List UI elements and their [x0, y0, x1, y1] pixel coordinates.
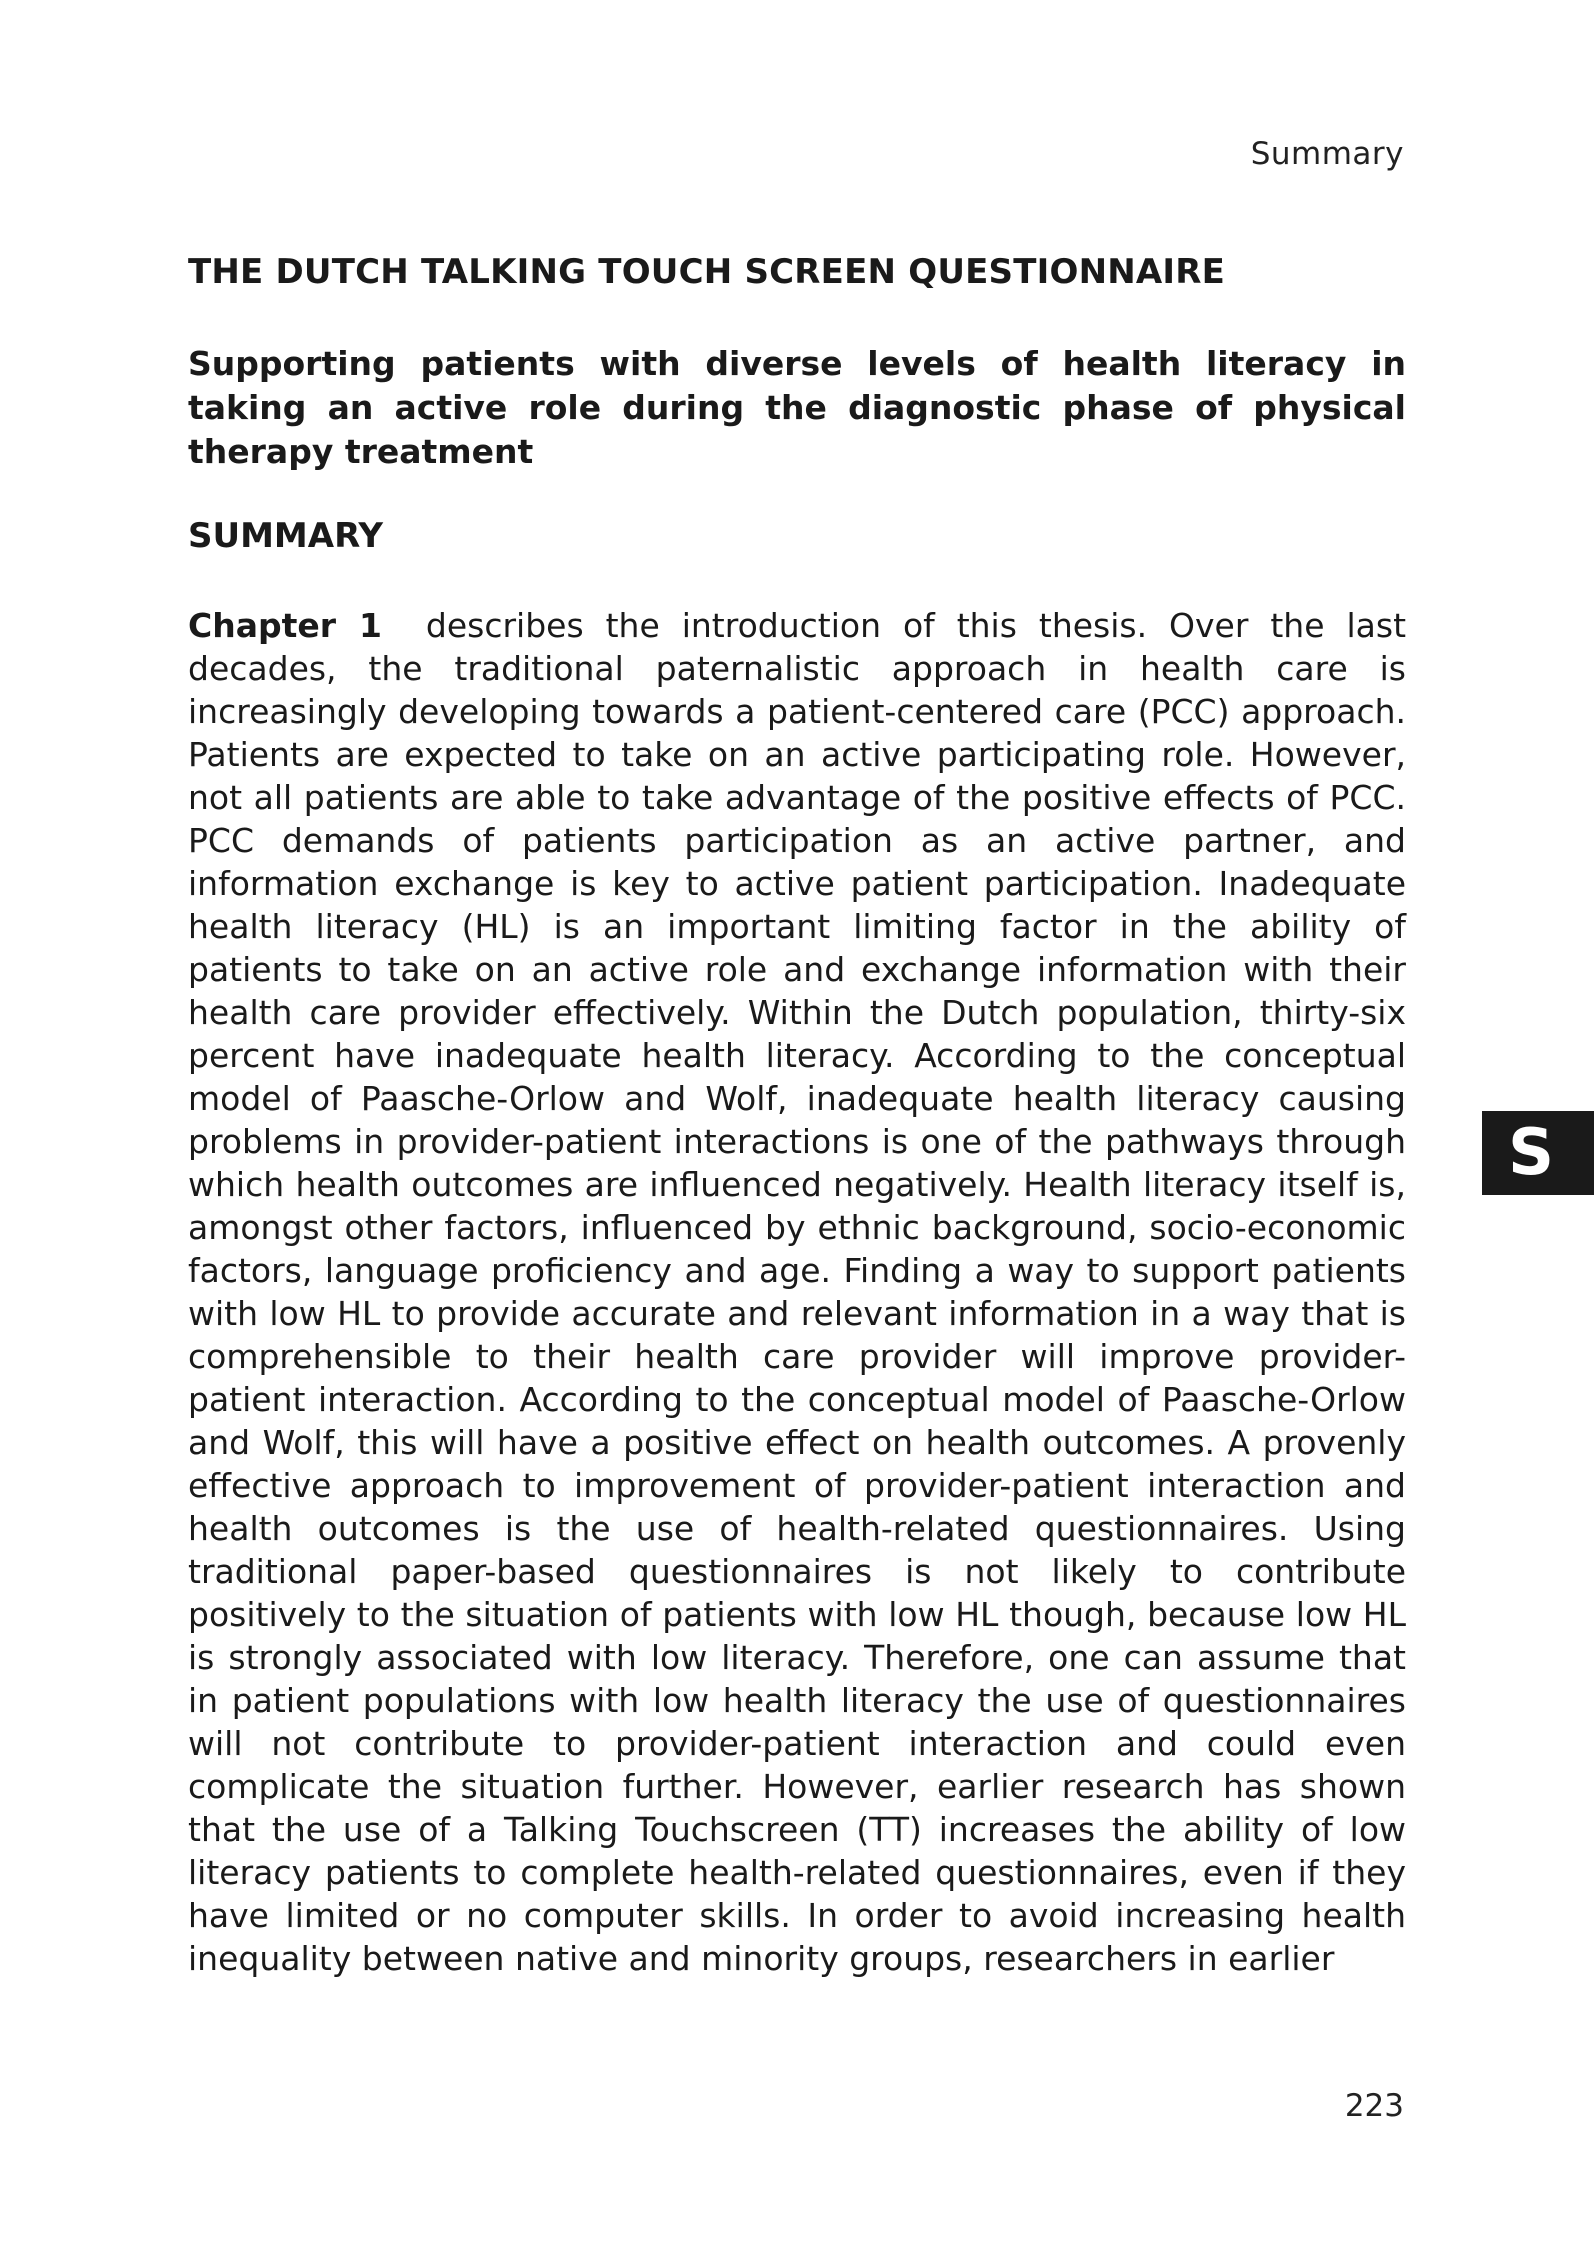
- section-heading-summary: SUMMARY: [188, 516, 384, 556]
- running-header: Summary: [1250, 136, 1404, 172]
- summary-paragraph: [188, 604, 1406, 1980]
- section-tab-marker: S: [1482, 1111, 1594, 1195]
- chapter-lead: Chapter 1: [188, 606, 382, 645]
- document-title: THE DUTCH TALKING TOUCH SCREEN QUESTIONNAIRE: [188, 252, 1226, 292]
- paragraph-body: describes the introduction of this thesis. Over the last decades, the traditional paternalistic approach in health care is increasingly developing towards a patient-centered care (PCC) approach. Patients are expected to take on an active participating role. However, not all patients are able to take advantage of the positive effects of PCC. PCC demands of patients participation as an active partner, and information exchange is key to active patient participation. Inadequate health literacy (HL) is an important limiting factor in the ability of patients to take on an active role and exchange information with their health care provider effectively. Within the Dutch population, thirty-six percent have inadequate health literacy. According to the conceptual model of Paasche-Orlow and Wolf, inadequate health literacy causing problems in provider-patient interactions is one of the pathways through which health outcomes are influenced negatively. Health literacy itself is, amongst other factors, influenced by ethnic background, socio-economic factors, language proficiency and age. Finding a way to support patients with low HL to provide accurate and relevant information in a way that is comprehensible to their health care provider will improve provider-patient interaction. According to the conceptual model of Paasche-Orlow and Wolf, this will have a positive effect on health outcomes. A provenly effective approach to improvement of provider-patient interaction and health outcomes is the use of health-related questionnaires. Using traditional paper-based questionnaires is not likely to contribute positively to the situation of patients with low HL though, because low HL is strongly associated with low literacy. Therefore, one can assume that in patient populations with low health literacy the use of questionnaires will not contribute to provider-patient interaction and could even complicate the situation further. However, earlier research has shown that the use of a Talking Touchscreen (TT) increases the ability of low literacy patients to complete health-related questionnaires, even if they have limited or no computer skills. In order to avoid increasing health inequality between native and minority groups, researchers in earlier: [188, 606, 1407, 1978]
- document-subtitle: Supporting patients with diverse levels of health literacy in taking an active role during the diagnostic phase of physical therapy treatment: [188, 344, 1406, 471]
- page-content: [188, 252, 1406, 1980]
- page-number: 223: [1344, 2088, 1404, 2124]
